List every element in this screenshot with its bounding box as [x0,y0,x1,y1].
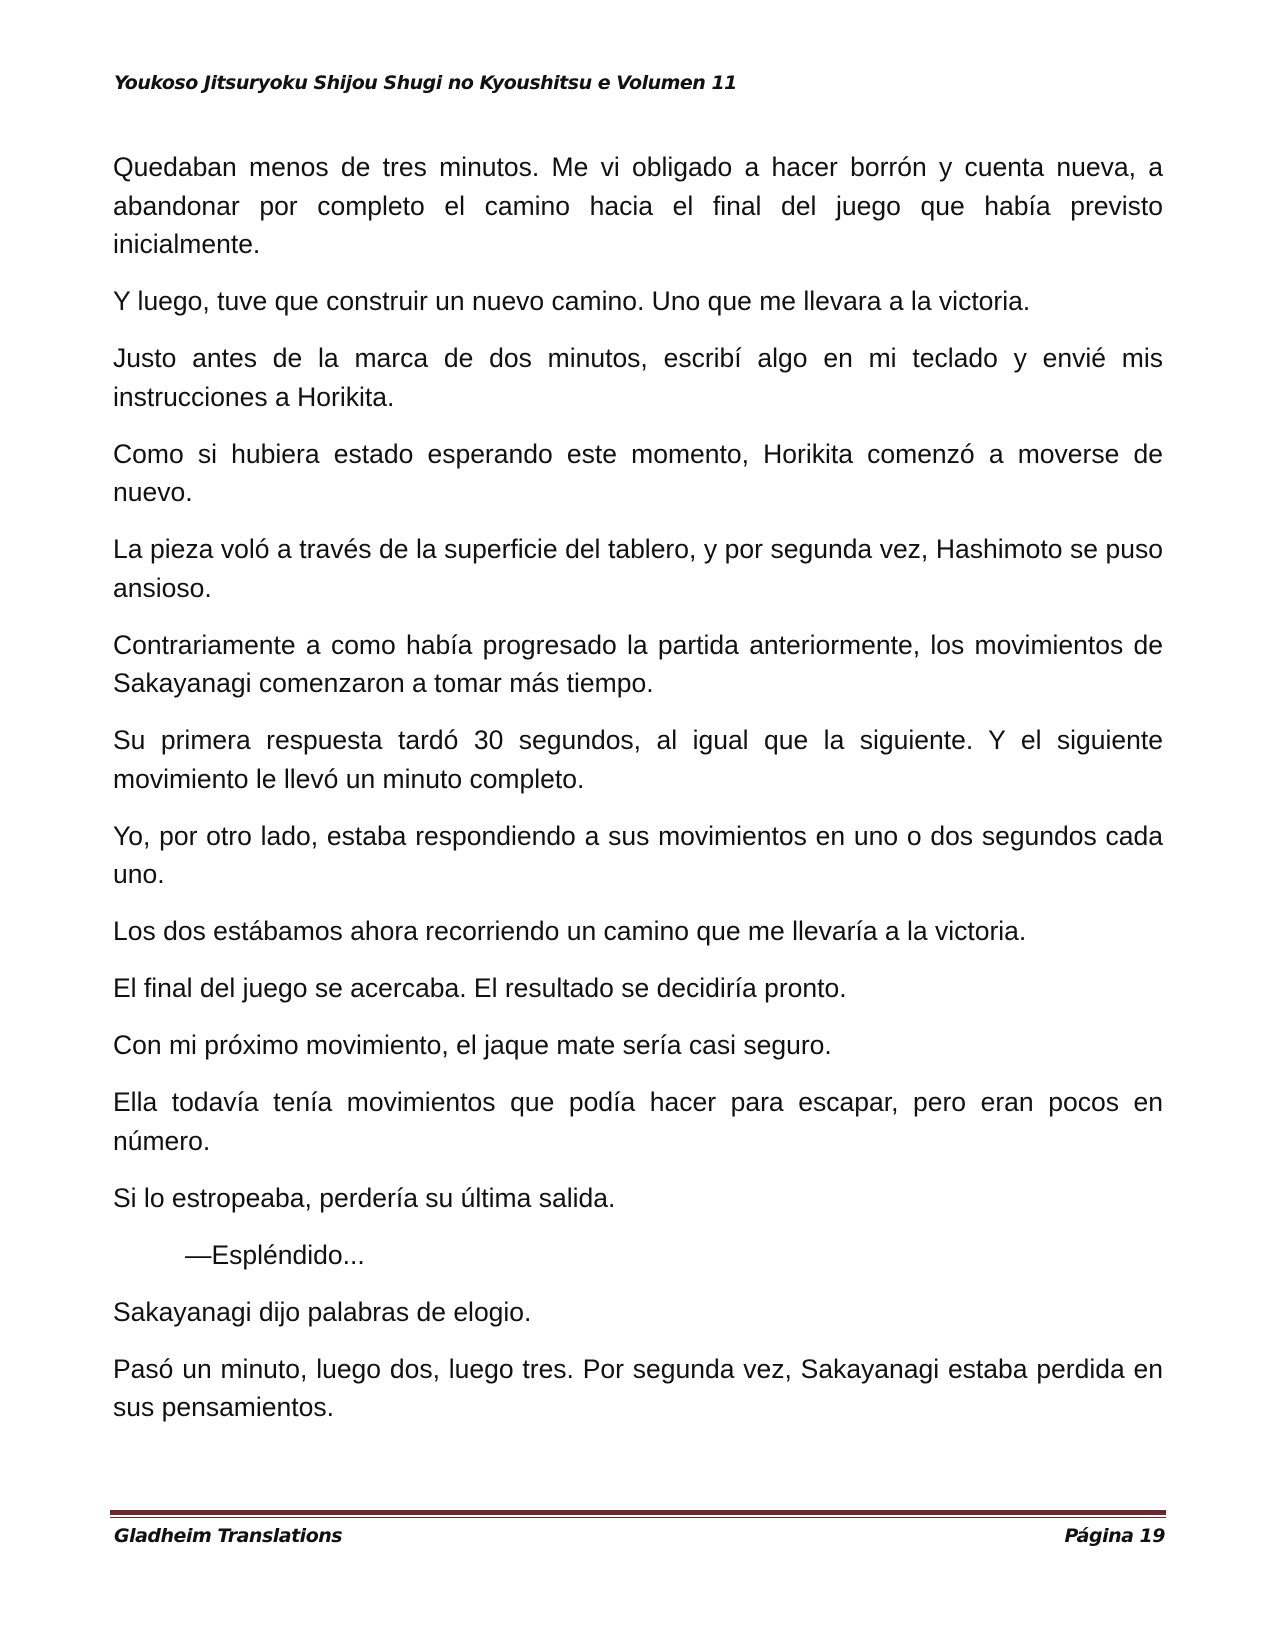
footer-credit: Gladheim Translations [114,1525,343,1547]
footer-rule-thin [110,1517,1166,1518]
paragraph: Y luego, tuve que construir un nuevo camino. Uno que me llevara a la victoria. [113,286,1031,316]
paragraph: Los dos estábamos ahora recorriendo un camino que me llevaría a la victoria. [113,916,1027,946]
page-number: Página 19 [1064,1525,1165,1547]
paragraph: Su primera respuesta tardó 30 segundos, al igual que la siguiente. Y el siguiente movimiento le llevó un minuto completo. [113,725,1163,794]
paragraph: La pieza voló a través de la superficie del tablero, y por segunda vez, Hashimoto se puso ansioso. [113,534,1163,603]
footer-rule [110,1510,1166,1515]
paragraph: El final del juego se acercaba. El resultado se decidiría pronto. [113,973,847,1003]
paragraph: Sakayanagi dijo palabras de elogio. [113,1296,532,1327]
paragraph: Como si hubiera estado esperando este momento, Horikita comenzó a moverse de nuevo. [113,438,1163,507]
paragraph: Quedaban menos de tres minutos. Me vi obligado a hacer borrón y cuenta nueva, a abandonar por completo el camino hacia el final del juego que había previsto inicialmente. [113,152,1163,259]
paragraph: Yo, por otro lado, estaba respondiendo a sus movimientos en uno o dos segundos cada uno. [113,820,1163,889]
dialogue-line: —Espléndido... [185,1239,365,1270]
paragraph: Si lo estropeaba, perdería su última salida. [113,1182,616,1213]
paragraph: Pasó un minuto, luego dos, luego tres. Por segunda vez, Sakayanagi estaba perdida en sus pensamientos. [113,1353,1163,1422]
paragraph: Justo antes de la marca de dos minutos, escribí algo en mi teclado y envié mis instrucciones a Horikita. [113,343,1163,412]
paragraph: Con mi próximo movimiento, el jaque mate sería casi seguro. [113,1030,832,1060]
page-body [113,148,1163,1445]
paragraph: Ella todavía tenía movimientos que podía hacer para escapar, pero eran pocos en número. [113,1087,1163,1156]
running-header: Youkoso Jitsuryoku Shijou Shugi no Kyoushitsu e Volumen 11 [114,72,737,94]
paragraph: Contrariamente a como había progresado la partida anteriormente, los movimientos de Sakayanagi comenzaron a tomar más tiempo. [113,629,1163,698]
